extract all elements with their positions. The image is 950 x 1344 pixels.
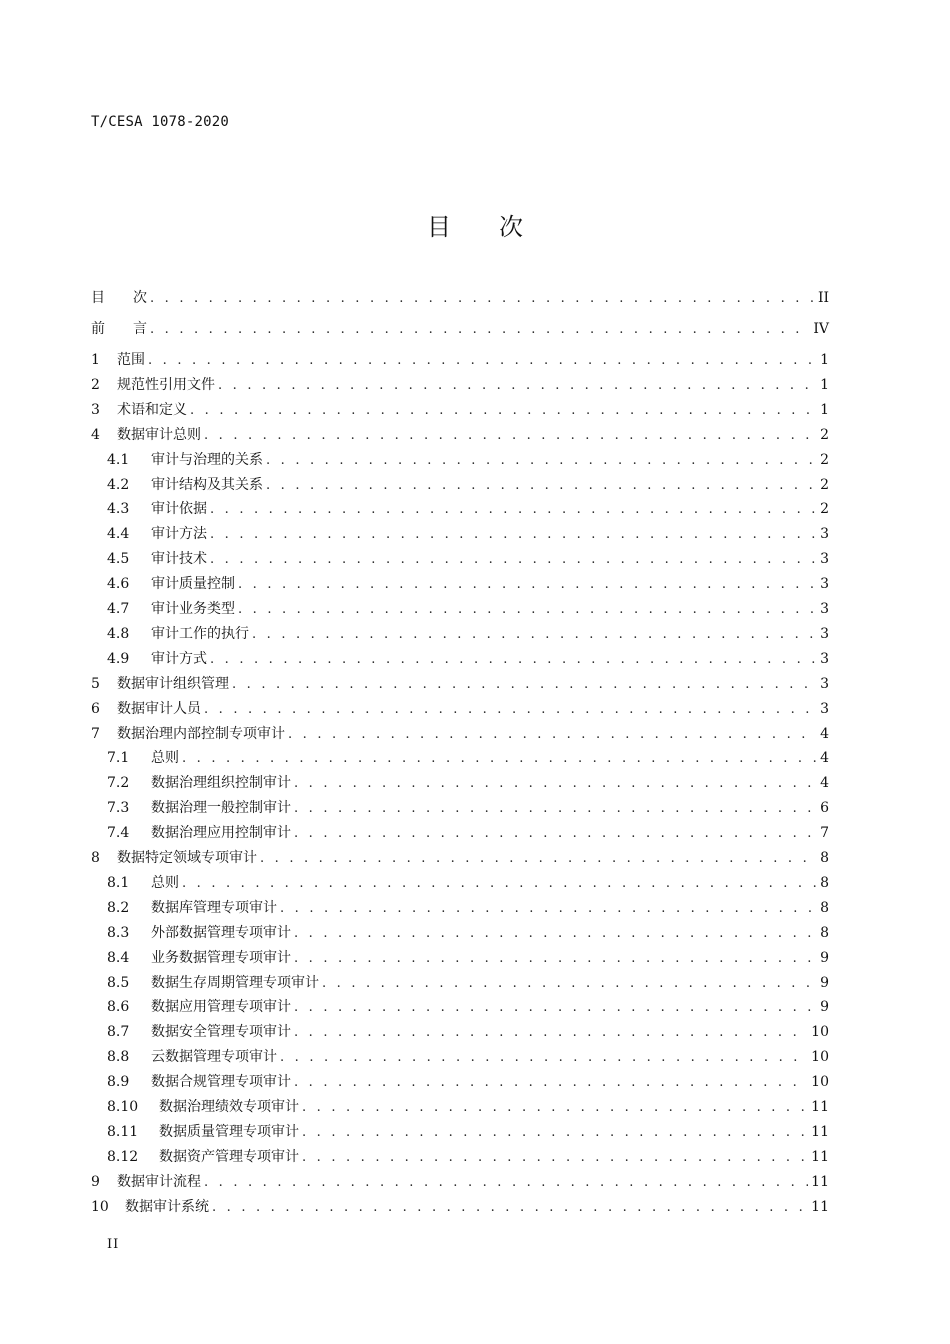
toc-entry-page: 2: [820, 476, 829, 493]
toc-entry-number: 7.1: [107, 750, 130, 767]
toc-entry-number: 10: [91, 1198, 109, 1215]
toc-entry-label: 数据审计流程: [117, 1173, 201, 1190]
toc-entry[interactable]: [107, 972, 829, 994]
toc-entry[interactable]: [91, 1196, 829, 1218]
toc-dot-leader: [210, 649, 816, 671]
toc-entry-number: 9: [91, 1173, 100, 1190]
toc-entry[interactable]: [107, 996, 829, 1018]
toc-dot-leader: [266, 450, 816, 472]
toc-entry-label: 数据特定领域专项审计: [117, 850, 257, 866]
toc-entry-number: 3: [91, 401, 100, 418]
toc-dot-leader: [204, 425, 816, 447]
toc-dot-leader: [232, 674, 816, 696]
toc-entry-label: 数据质量管理专项审计: [159, 1123, 299, 1140]
toc-entry-label: 规范性引用文件: [117, 376, 215, 393]
toc-entry-page: 4: [820, 750, 829, 767]
toc-entry-page: 11: [811, 1173, 829, 1190]
toc-entry[interactable]: [91, 374, 829, 396]
toc-entry[interactable]: [107, 623, 829, 645]
toc-entry-number: 7.3: [107, 800, 130, 817]
toc-entry-page: 10: [811, 1024, 829, 1041]
toc-entry-label: 总则: [151, 750, 179, 767]
toc-entry-number: 8.2: [107, 899, 130, 916]
toc-entry-page: 1: [820, 376, 829, 393]
toc-entry[interactable]: [107, 897, 829, 919]
toc-dot-leader: [210, 499, 816, 521]
toc-entry-page: 3: [820, 625, 829, 642]
toc-entry-number: 8: [91, 850, 100, 866]
toc-entry-label: 审计技术: [151, 551, 207, 568]
toc-entry-number: 8.12: [107, 1148, 139, 1165]
toc-entry[interactable]: [107, 523, 829, 545]
toc-entry-number: 4.3: [107, 501, 130, 518]
toc-entry-number: 4.8: [107, 625, 130, 642]
toc-entry[interactable]: [107, 498, 829, 520]
toc-entry-label: 数据审计组织管理: [117, 675, 229, 692]
toc-entry-page: 6: [820, 800, 829, 817]
toc-entry[interactable]: [107, 598, 829, 620]
toc-dot-leader: [294, 1072, 808, 1094]
toc-dot-leader: [150, 288, 815, 310]
toc-entry-label: 数据生存周期管理专项审计: [151, 974, 319, 991]
footer-page-number: II: [107, 1237, 120, 1252]
toc-entry-page: 7: [820, 825, 829, 842]
toc-entry-label: 数据审计总则: [117, 426, 201, 443]
toc-entry[interactable]: [107, 573, 829, 595]
toc-entry-number: 4.7: [107, 601, 130, 617]
toc-entry-number: 1: [91, 352, 100, 368]
toc-entry-number: 6: [91, 700, 100, 717]
toc-entry-number: 8.8: [107, 1049, 130, 1066]
toc-entry-page: 3: [820, 700, 829, 717]
toc-entry-label: 总则: [151, 874, 179, 891]
toc-entry[interactable]: [91, 847, 829, 869]
toc-dot-leader: [212, 1197, 808, 1219]
toc-entry-number: 8.7: [107, 1024, 130, 1041]
toc-dot-leader: [294, 823, 816, 845]
toc-entry-label: 数据合规管理专项审计: [151, 1074, 291, 1091]
toc-dot-leader: [280, 898, 816, 920]
toc-entry-label: 目 次: [91, 290, 147, 306]
toc-entry-label: 数据治理组织控制审计: [151, 775, 291, 792]
toc-entry-page: 8: [820, 850, 829, 866]
toc-entry[interactable]: [91, 287, 829, 309]
toc-entry-page: 11: [811, 1148, 829, 1165]
toc-entry-page: 4: [820, 725, 829, 742]
toc-dot-leader: [294, 773, 816, 795]
toc-dot-leader: [302, 1097, 808, 1119]
toc-entry-label: 业务数据管理专项审计: [151, 949, 291, 966]
toc-entry-page: II: [817, 290, 829, 306]
standard-code: T/CESA 1078-2020: [91, 114, 230, 130]
toc-entry-page: 10: [811, 1074, 829, 1091]
toc-entry[interactable]: [107, 822, 829, 844]
toc-dot-leader: [260, 848, 816, 870]
toc-entry-label: 数据治理应用控制审计: [151, 825, 291, 842]
toc-entry[interactable]: [107, 1021, 829, 1043]
toc-entry-label: 数据审计系统: [125, 1198, 209, 1215]
toc-dot-leader: [294, 798, 816, 820]
toc-entry[interactable]: [107, 449, 829, 471]
toc-entry-page: 1: [820, 352, 829, 368]
toc-entry-number: 7.2: [107, 775, 130, 792]
toc-entry-page: 8: [820, 899, 829, 916]
toc-entry-label: 审计业务类型: [151, 601, 235, 617]
toc-dot-leader: [190, 400, 816, 422]
toc-entry[interactable]: [107, 922, 829, 944]
toc-dot-leader: [210, 549, 816, 571]
toc-entry-page: 3: [820, 576, 829, 593]
toc-entry[interactable]: [107, 772, 829, 794]
toc-entry-page: IV: [813, 321, 829, 337]
toc-entry[interactable]: [107, 648, 829, 670]
toc-entry-number: 2: [91, 376, 100, 393]
toc-entry-label: 审计依据: [151, 501, 207, 518]
toc-dot-leader: [288, 724, 816, 746]
toc-entry[interactable]: [91, 698, 829, 720]
toc-entry[interactable]: [91, 1171, 829, 1193]
toc-entry-label: 数据治理一般控制审计: [151, 800, 291, 817]
toc-entry[interactable]: [107, 747, 829, 769]
toc-entry-page: 8: [820, 924, 829, 941]
toc-entry-number: 8.5: [107, 974, 130, 991]
toc-dot-leader: [294, 1022, 808, 1044]
toc-entry[interactable]: [91, 349, 829, 371]
toc-entry-page: 1: [820, 401, 829, 418]
page-title-char-1: 目: [427, 213, 451, 241]
toc-dot-leader: [322, 973, 816, 995]
toc-dot-leader: [266, 475, 816, 497]
toc-dot-leader: [302, 1147, 808, 1169]
toc-dot-leader: [182, 748, 816, 770]
toc-dot-leader: [294, 923, 816, 945]
toc-entry-number: 7: [91, 725, 100, 742]
toc-entry[interactable]: [91, 399, 829, 421]
toc-entry-page: 9: [820, 949, 829, 966]
toc-entry[interactable]: [107, 1121, 829, 1143]
toc-entry-page: 11: [811, 1198, 829, 1215]
toc-entry[interactable]: [91, 723, 829, 745]
toc-entry-label: 数据治理内部控制专项审计: [117, 725, 285, 742]
toc-entry[interactable]: [91, 673, 829, 695]
toc-dot-leader: [210, 524, 816, 546]
toc-dot-leader: [302, 1122, 808, 1144]
toc-entry-number: 4: [91, 426, 100, 443]
toc-entry-label: 审计结构及其关系: [151, 476, 263, 493]
toc-entry-label: 云数据管理专项审计: [151, 1049, 277, 1066]
toc-entry-label: 审计方法: [151, 526, 207, 543]
toc-entry-label: 数据库管理专项审计: [151, 899, 277, 916]
toc-entry-page: 11: [811, 1123, 829, 1140]
toc-entry-label: 审计工作的执行: [151, 625, 249, 642]
toc-entry[interactable]: [91, 424, 829, 446]
toc-entry-number: 8.9: [107, 1074, 130, 1091]
toc-entry-label: 数据资产管理专项审计: [159, 1148, 299, 1165]
toc-entry[interactable]: [107, 947, 829, 969]
toc-entry-number: 8.3: [107, 924, 130, 941]
toc-entry-page: 2: [820, 426, 829, 443]
toc-entry-number: 8.4: [107, 949, 130, 966]
toc-entry-label: 数据治理绩效专项审计: [159, 1099, 299, 1115]
toc-entry-page: 3: [820, 526, 829, 543]
toc-entry-number: 4.5: [107, 551, 130, 568]
toc-entry-number: 4.4: [107, 526, 130, 543]
page-title-char-2: 次: [499, 213, 523, 241]
toc-entry-page: 8: [820, 874, 829, 891]
toc-entry-label: 审计质量控制: [151, 576, 235, 593]
toc-entry-page: 4: [820, 775, 829, 792]
toc-entry-label: 术语和定义: [117, 401, 187, 418]
toc-entry-page: 3: [820, 551, 829, 568]
toc-entry-page: 2: [820, 501, 829, 518]
toc-entry-label: 数据安全管理专项审计: [151, 1024, 291, 1041]
toc-dot-leader: [294, 997, 816, 1019]
toc-entry[interactable]: [107, 1046, 829, 1068]
toc-entry-label: 外部数据管理专项审计: [151, 924, 291, 941]
toc-entry[interactable]: [91, 318, 829, 340]
toc-entry-number: 4.6: [107, 576, 130, 593]
toc-dot-leader: [294, 948, 816, 970]
toc-entry-page: 10: [811, 1049, 829, 1066]
page-title: [0, 207, 950, 242]
toc-dot-leader: [204, 699, 816, 721]
toc-entry-label: 前 言: [91, 321, 147, 337]
toc-entry[interactable]: [107, 548, 829, 570]
toc-entry-page: 3: [820, 650, 829, 667]
toc-entry[interactable]: [107, 872, 829, 894]
toc-entry-page: 3: [820, 675, 829, 692]
toc-dot-leader: [252, 624, 816, 646]
toc-entry[interactable]: [107, 1071, 829, 1093]
toc-dot-leader: [204, 1172, 808, 1194]
toc-dot-leader: [238, 599, 816, 621]
toc-entry-label: 审计与治理的关系: [151, 451, 263, 468]
toc-entry[interactable]: [107, 797, 829, 819]
toc-dot-leader: [150, 319, 810, 341]
toc-entry-page: 11: [811, 1099, 829, 1115]
toc-entry-page: 2: [820, 451, 829, 468]
toc-entry-number: 4.1: [107, 451, 130, 468]
toc-entry-number: 4.2: [107, 476, 130, 493]
toc-entry-number: 8.11: [107, 1123, 139, 1140]
toc-entry-page: 9: [820, 999, 829, 1016]
toc-entry-page: 9: [820, 974, 829, 991]
toc-entry-label: 范围: [117, 352, 145, 368]
toc-entry-number: 7.4: [107, 825, 130, 842]
toc-entry[interactable]: [107, 474, 829, 496]
toc-entry[interactable]: [107, 1146, 829, 1168]
toc-entry-label: 数据应用管理专项审计: [151, 999, 291, 1016]
toc-entry-number: 4.9: [107, 650, 130, 667]
toc-dot-leader: [238, 574, 816, 596]
toc-dot-leader: [148, 350, 816, 372]
toc-entry-number: 8.10: [107, 1099, 139, 1115]
toc-dot-leader: [218, 375, 816, 397]
toc-dot-leader: [280, 1047, 808, 1069]
toc-entry[interactable]: [107, 1096, 829, 1118]
toc-entry-number: 8.6: [107, 999, 130, 1016]
toc-entry-label: 审计方式: [151, 650, 207, 667]
toc-entry-number: 5: [91, 675, 100, 692]
toc-entry-label: 数据审计人员: [117, 700, 201, 717]
toc-entry-page: 3: [820, 601, 829, 617]
toc-dot-leader: [182, 873, 816, 895]
toc-entry-number: 8.1: [107, 874, 130, 891]
